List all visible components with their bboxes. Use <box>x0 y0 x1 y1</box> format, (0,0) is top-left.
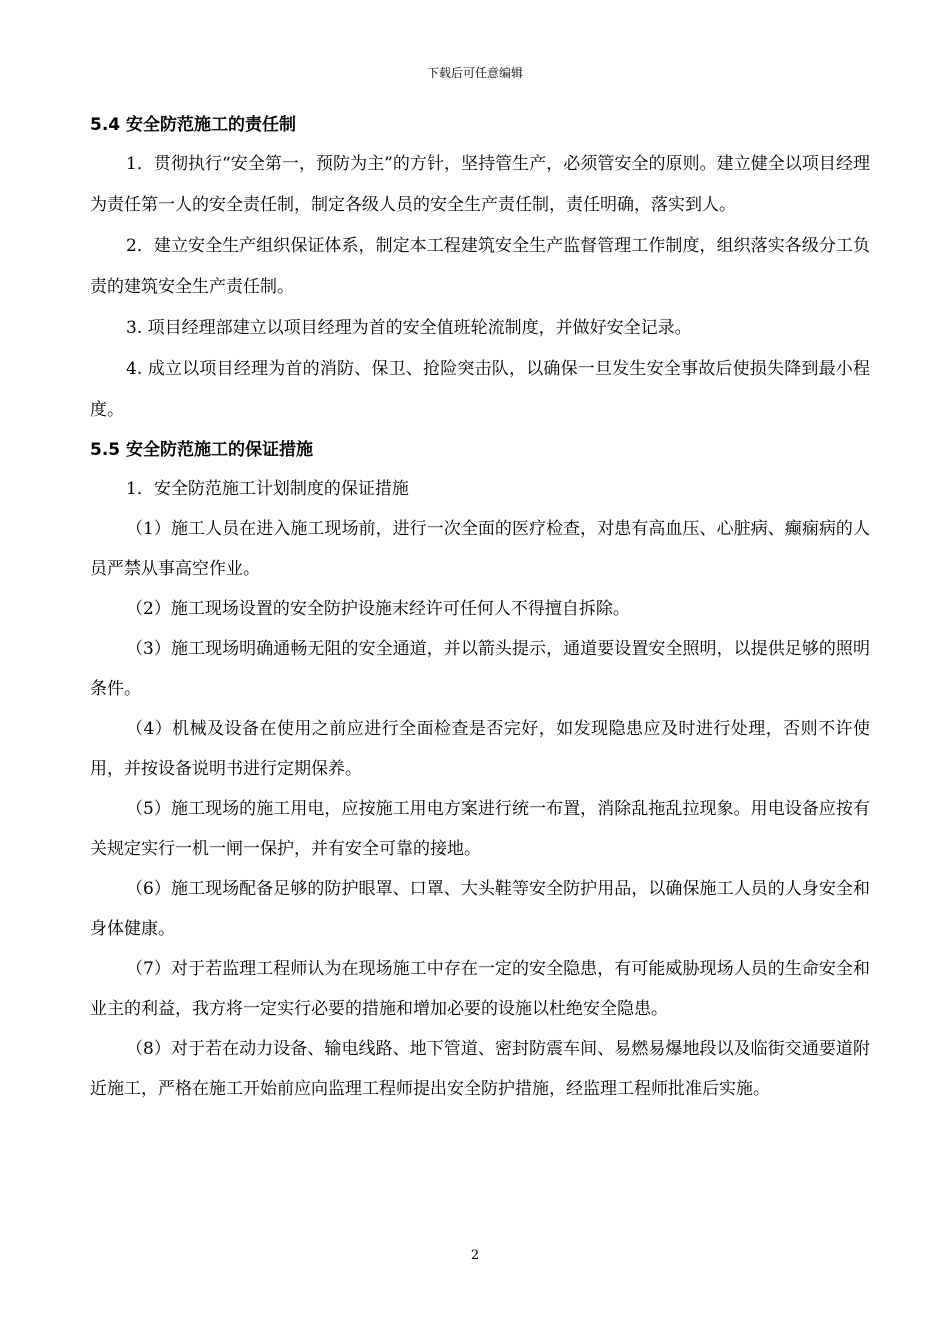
paragraph: 4. 成立以项目经理为首的消防、保卫、抢险突击队，以确保一旦发生安全事故后使损失降到最小程度。 <box>90 359 870 420</box>
paragraph: （5）施工现场的施工用电，应按施工用电方案进行统一布置，消除乱拖乱拉现象。用电设备应按有关规定实行一机一闸一保护，并有安全可靠的接地。 <box>90 799 870 859</box>
paragraph: （1）施工人员在进入施工现场前，进行一次全面的医疗检查，对患有高血压、心脏病、癫痫病的人员严禁从事高空作业。 <box>90 519 870 579</box>
section-heading: 5.5 安全防范施工的保证措施 <box>90 440 314 460</box>
document-body <box>90 106 870 1109</box>
paragraph: （7）对于若监理工程师认为在现场施工中存在一定的安全隐患，有可能威胁现场人员的生命安全和业主的利益，我方将一定实行必要的措施和增加必要的设施以杜绝安全隐患。 <box>90 959 870 1019</box>
paragraph: （3）施工现场明确通畅无阻的安全通道，并以箭头提示，通道要设置安全照明，以提供足够的照明条件。 <box>90 639 870 699</box>
paragraph: 2．建立安全生产组织保证体系，制定本工程建筑安全生产监督管理工作制度，组织落实各级分工负责的建筑安全生产责任制。 <box>90 236 870 297</box>
paragraph: （4）机械及设备在使用之前应进行全面检查是否完好，如发现隐患应及时进行处理，否则不许使用，并按设备说明书进行定期保养。 <box>90 719 870 779</box>
paragraph: 1．安全防范施工计划制度的保证措施 <box>126 479 409 499</box>
page-header: 下载后可任意编辑 <box>426 66 523 80</box>
paragraph: 3. 项目经理部建立以项目经理为首的安全值班轮流制度，并做好安全记录。 <box>126 318 692 338</box>
paragraph: （2）施工现场设置的安全防护设施末经许可任何人不得擅自拆除。 <box>126 599 630 619</box>
section-5-5 <box>90 431 870 1109</box>
paragraph: （8）对于若在动力设备、输电线路、地下管道、密封防震车间、易燃易爆地段以及临街交通要道附近施工，严格在施工开始前应向监理工程师提出安全防护措施，经监理工程师批准后实施。 <box>90 1039 870 1099</box>
section-5-4 <box>90 106 870 431</box>
paragraph: 1．贯彻执行“安全第一，预防为主”的方针，坚持管生产，必须管安全的原则。建立健全以项目经理为责任第一人的安全责任制，制定各级人员的安全生产责任制，责任明确，落实到人。 <box>90 154 870 215</box>
section-heading: 5.4 安全防范施工的责任制 <box>90 115 297 135</box>
paragraph: （6）施工现场配备足够的防护眼罩、口罩、大头鞋等安全防护用品，以确保施工人员的人身安全和身体健康。 <box>90 879 870 939</box>
page-number: 2 <box>470 1248 480 1263</box>
